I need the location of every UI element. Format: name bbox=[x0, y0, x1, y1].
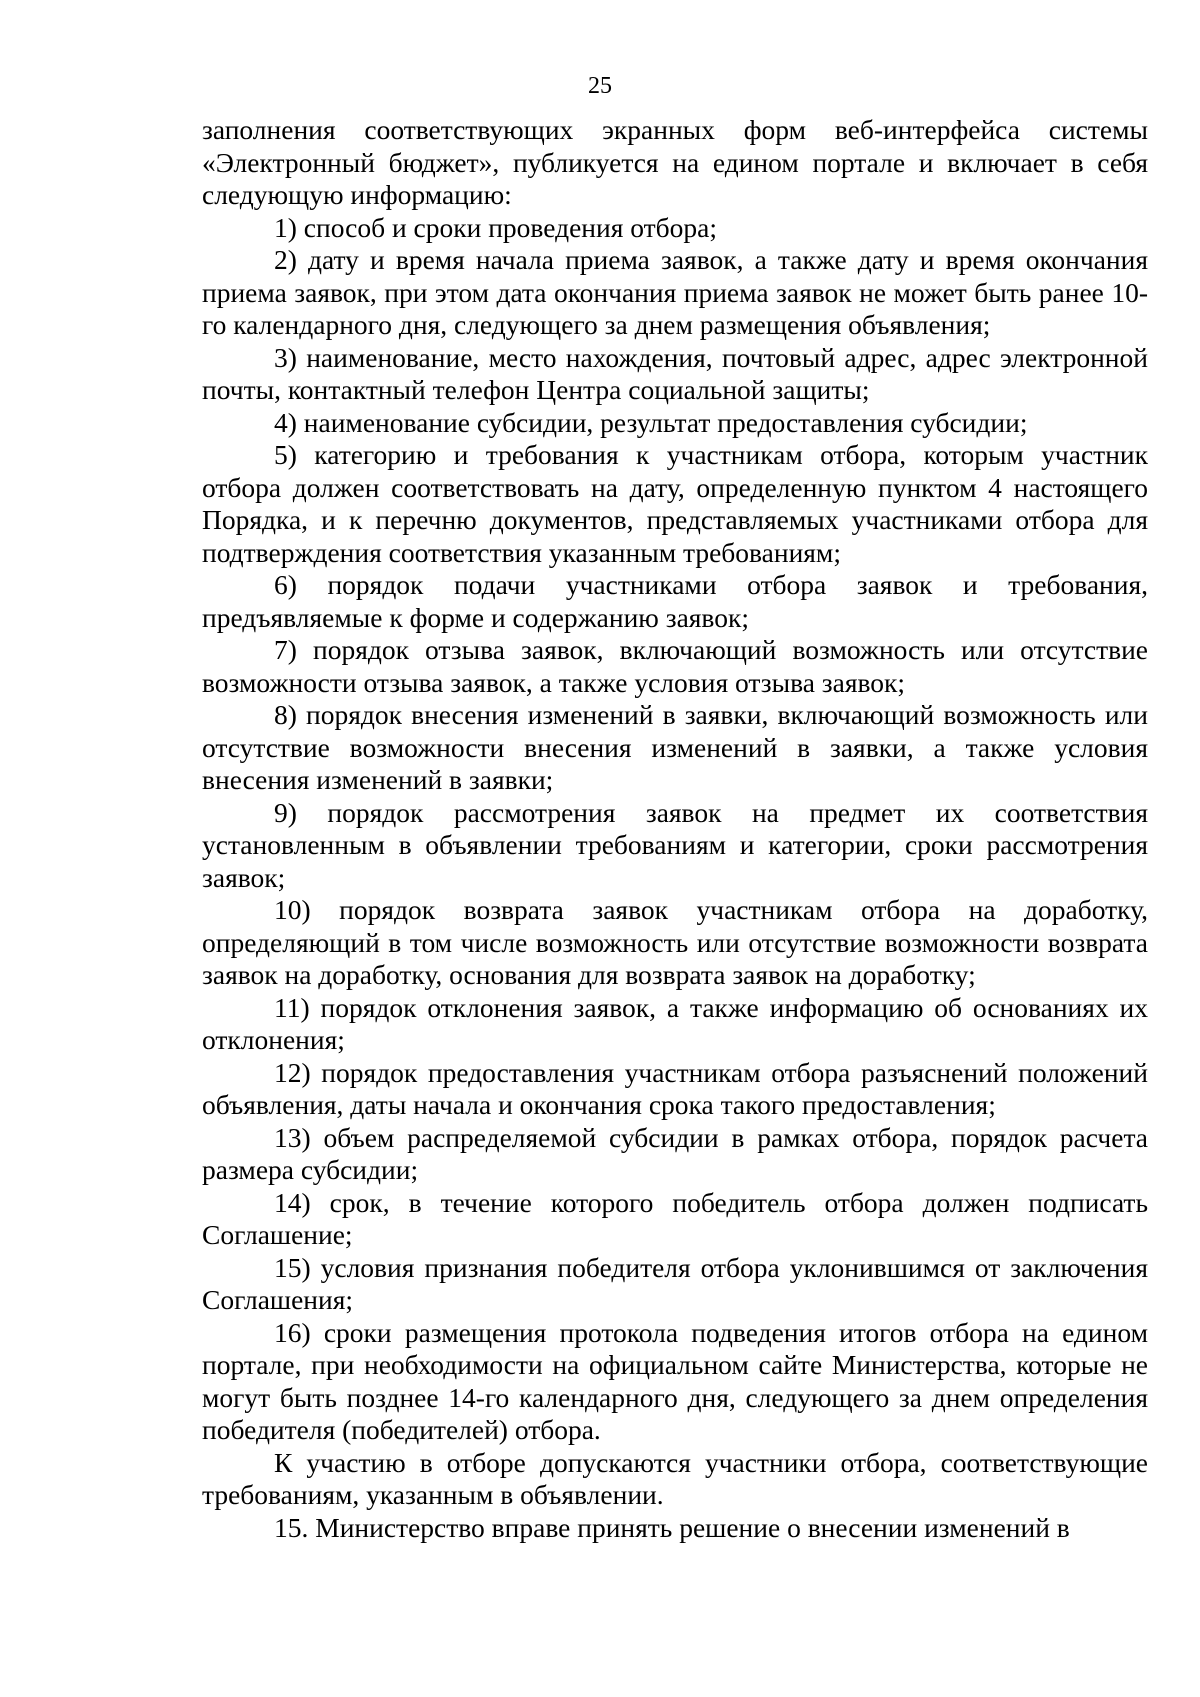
list-item-2: 2) дату и время начала приема заявок, а также дату и время окончания приема заявок, при этом дата окончания приема заявок не может быть ранее 10-го календарного дня, следующего за днем размещения объявления; bbox=[202, 244, 1148, 340]
page-number: 25 bbox=[588, 73, 612, 99]
document-body bbox=[202, 114, 1148, 1544]
list-item-11: 11) порядок отклонения заявок, а также информацию об основаниях их отклонения; bbox=[202, 991, 1148, 1055]
list-item-7: 7) порядок отзыва заявок, включающий возможность или отсутствие возможности отзыва заявок, а также условия отзыва заявок; bbox=[202, 634, 1148, 698]
list-item-13: 13) объем распределяемой субсидии в рамках отбора, порядок расчета размера субсидии; bbox=[202, 1121, 1148, 1185]
list-item-14: 14) срок, в течение которого победитель отбора должен подписать Соглашение; bbox=[202, 1186, 1148, 1250]
list-item-12: 12) порядок предоставления участникам отбора разъяснений положений объявления, даты начала и окончания срока такого предоставления; bbox=[202, 1056, 1148, 1120]
list-item-9: 9) порядок рассмотрения заявок на предмет их соответствия установленным в объявлении требованиям и категории, сроки рассмотрения заявок; bbox=[202, 796, 1148, 893]
paragraph-section-15: 15. Министерство вправе принять решение о внесении изменений в bbox=[274, 1511, 1070, 1543]
paragraph-intro: заполнения соответствующих экранных форм веб-интерфейса системы «Электронный бюджет», публикуется на едином портале и включает в себя следующую информацию: bbox=[202, 114, 1148, 210]
list-item-4: 4) наименование субсидии, результат предоставления субсидии; bbox=[274, 406, 1028, 438]
list-item-16: 16) сроки размещения протокола подведения итогов отбора на едином портале, при необходимости на официальном сайте Министерства, которые не могут быть позднее 14-го календарного дня, следующего за днем определения победителя (победителей) отбора. bbox=[202, 1316, 1148, 1445]
list-item-15: 15) условия признания победителя отбора уклонившимся от заключения Соглашения; bbox=[202, 1251, 1148, 1315]
list-item-3: 3) наименование, место нахождения, почтовый адрес, адрес электронной почты, контактный телефон Центра социальной защиты; bbox=[202, 341, 1148, 405]
paragraph-admission: К участию в отборе допускаются участники отбора, соответствующие требованиям, указанным в объявлении. bbox=[202, 1446, 1148, 1510]
list-item-8: 8) порядок внесения изменений в заявки, включающий возможность или отсутствие возможности внесения изменений в заявки, а также условия внесения изменений в заявки; bbox=[202, 699, 1148, 795]
list-item-5: 5) категорию и требования к участникам отбора, которым участник отбора должен соответствовать на дату, определенную пунктом 4 настоящего Порядка, и к перечню документов, представляемых участниками отбора для подтверждения соответствия указанным требованиям; bbox=[202, 439, 1148, 568]
list-item-1: 1) способ и сроки проведения отбора; bbox=[274, 211, 717, 243]
list-item-6: 6) порядок подачи участниками отбора заявок и требования, предъявляемые к форме и содержанию заявок; bbox=[202, 569, 1148, 633]
list-item-10: 10) порядок возврата заявок участникам отбора на доработку, определяющий в том числе возможность или отсутствие возможности возврата заявок на доработку, основания для возврата заявок на доработку; bbox=[202, 894, 1148, 990]
